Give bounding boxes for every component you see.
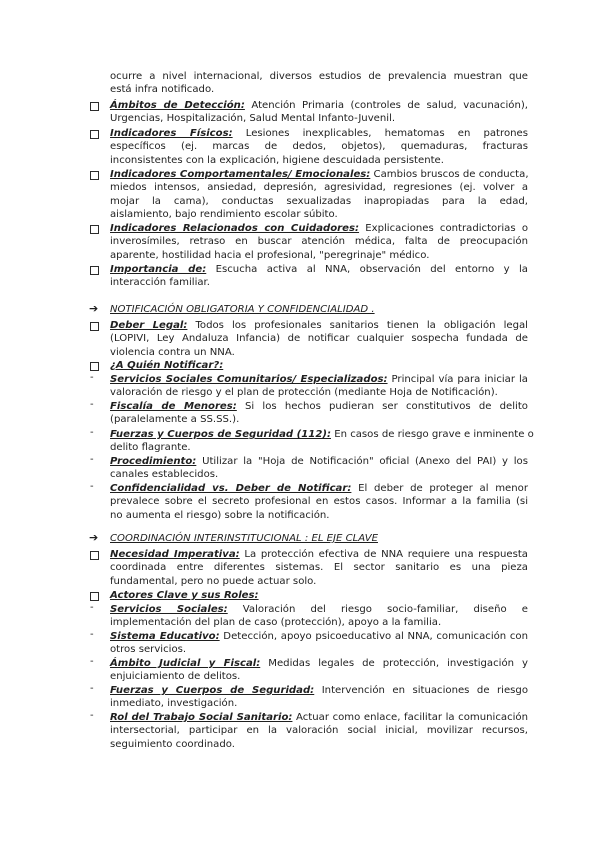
text-line — [110, 575, 316, 589]
text-line — [110, 630, 528, 644]
item-label: Confidencialidad vs. Deber de Notificar: — [110, 483, 352, 494]
text-line — [110, 99, 528, 113]
list-dash: - — [90, 372, 94, 383]
arrow-bullet-icon: ➔ — [89, 302, 99, 315]
item-label: Ámbito Judicial y Fiscal: — [110, 658, 261, 669]
item-text: inverosímiles, retraso en buscar atención médica, falta de preocupación — [110, 236, 528, 248]
text-line — [110, 319, 528, 333]
text-line — [110, 413, 239, 427]
checkbox[interactable] — [90, 266, 99, 275]
item-text: específicos (ej. marcas de dedos, objetos), quemaduras, fracturas — [110, 141, 528, 153]
item-text: valoración de riesgo y el plan de protección (mediante Hoja de Notificación). — [110, 387, 498, 399]
checkbox[interactable] — [90, 130, 99, 139]
text-line — [110, 346, 235, 360]
item-text: Valoración del riesgo socio-familiar, diseño e — [227, 604, 528, 615]
text-line — [110, 684, 528, 698]
item-label: Importancia de: — [110, 264, 207, 275]
list-dash: - — [90, 602, 94, 613]
item-text: aislamiento, bajo rendimiento escolar súbito. — [110, 209, 338, 221]
item-text: enjuiciamiento de delitos. — [110, 671, 241, 683]
text-line — [110, 589, 259, 603]
text-line — [110, 400, 528, 414]
text-line — [110, 548, 528, 562]
item-text: canales establecidos. — [110, 469, 219, 481]
list-dash: - — [90, 656, 94, 667]
item-text: En casos de riesgo grave e inminente o — [331, 429, 534, 440]
item-text: otros servicios. — [110, 644, 187, 656]
text-line — [110, 263, 528, 277]
checkbox[interactable] — [90, 171, 99, 180]
item-text: Medidas legales de protección, investigación y — [260, 658, 528, 669]
item-text: Atención Primaria (controles de salud, vacunación), — [244, 100, 528, 111]
text-line — [110, 697, 237, 711]
item-text: está infra notificado. — [110, 84, 215, 96]
item-text: miedos intensos, ansiedad, depresión, agresividad, regresiones (ej. volver a — [110, 182, 528, 194]
text-line — [110, 455, 528, 469]
item-label: Indicadores Físicos: — [110, 128, 233, 139]
item-text: Explicaciones contradictorias o — [359, 223, 528, 234]
text-line — [110, 140, 528, 154]
text-line — [110, 711, 528, 725]
item-text: prevalece sobre el secreto profesional en estos casos. Informar a la familia (si — [110, 496, 528, 508]
item-text: Cambios bruscos de conducta, — [370, 169, 529, 180]
arrow-bullet-icon: ➔ — [89, 531, 99, 544]
item-text: Urgencias, Hospitalización, Salud Mental Infanto-Juvenil. — [110, 113, 396, 125]
text-line — [110, 276, 210, 290]
section-heading: NOTIFICACIÓN OBLIGATORIA Y CONFIDENCIALIDAD . — [110, 304, 375, 315]
list-dash: - — [90, 481, 94, 492]
text-line — [110, 235, 528, 249]
list-dash: - — [90, 710, 94, 721]
item-label: Fuerzas y Cuerpos de Seguridad (112): — [110, 429, 331, 440]
checkbox[interactable] — [90, 362, 99, 371]
item-label: Fiscalía de Menores: — [110, 401, 237, 412]
item-text: (paralelamente a SS.SS.). — [110, 414, 240, 426]
item-text: delito flagrante. — [110, 442, 191, 454]
text-line — [110, 482, 528, 496]
item-label: Actores Clave y sus Roles: — [110, 590, 259, 601]
item-text: interacción familiar. — [110, 277, 210, 289]
text-line — [110, 181, 528, 195]
item-label: Necesidad Imperativa: — [110, 549, 240, 560]
item-text: Lesiones inexplicables, hematomas en patrones — [232, 128, 528, 139]
list-dash: - — [90, 629, 94, 640]
text-line — [110, 127, 528, 141]
item-text: aparente, hostilidad hacia el profesional, "peregrinaje" médico. — [110, 249, 430, 261]
checkbox[interactable] — [90, 592, 99, 601]
item-text: La protección efectiva de NNA requiere una respuesta — [239, 549, 528, 560]
checkbox[interactable] — [90, 322, 99, 331]
text-line — [110, 738, 235, 752]
checkbox[interactable] — [90, 102, 99, 111]
item-text: Detección, apoyo psicoeducativo al NNA, comunicación con — [219, 631, 528, 642]
text-line — [110, 222, 528, 236]
item-text: intersectorial, participar en la valoración social inicial, movilizar recursos, — [110, 725, 528, 737]
item-text: mojar la cama), conductas sexualizadas inapropiadas para la edad, — [110, 195, 528, 207]
item-text: ocurre a nivel internacional, diversos estudios de prevalencia muestran que — [110, 71, 528, 82]
item-text: implementación del plan de caso (protección), apoyo a la familia. — [110, 617, 442, 629]
checkbox[interactable] — [90, 225, 99, 234]
text-line — [110, 195, 528, 209]
item-text: Escucha activa al NNA, observación del entorno y la — [206, 264, 528, 275]
text-line — [110, 208, 338, 222]
text-line — [110, 428, 534, 442]
text-line — [110, 373, 528, 387]
item-text: no aumenta el riesgo) sobre la notificación. — [110, 509, 330, 521]
item-label: Servicios Sociales: — [110, 604, 228, 615]
item-label: Procedimiento: — [110, 456, 197, 467]
item-label: ¿A Quién Notificar?: — [110, 360, 224, 371]
item-text: seguimiento coordinado. — [110, 738, 235, 750]
text-line — [110, 332, 528, 346]
text-line — [110, 532, 378, 546]
item-label: Deber Legal: — [110, 320, 188, 331]
text-line — [110, 249, 429, 263]
item-text: violencia contra un NNA. — [110, 346, 235, 358]
text-line — [110, 495, 528, 509]
text-line — [110, 561, 528, 575]
text-line — [110, 468, 218, 482]
item-text: Si los hechos pudieran ser constitutivos de delito — [236, 401, 528, 412]
text-line — [110, 359, 223, 373]
text-line — [110, 670, 240, 684]
item-text: Principal vía para iniciar la — [387, 374, 528, 385]
item-text: inmediato, investigación. — [110, 698, 238, 710]
item-text: Actuar como enlace, facilitar la comunicación — [292, 712, 528, 723]
item-text: Todos los profesionales sanitarios tienen la obligación legal — [187, 320, 528, 331]
section-heading: COORDINACIÓN INTERINSTITUCIONAL : EL EJE CLAVE — [110, 533, 378, 544]
item-text: (LOPIVI, Ley Andaluza Infancia) de notificar cualquier sospecha fundada de — [110, 333, 528, 345]
list-dash: - — [90, 399, 94, 410]
list-dash: - — [90, 427, 94, 438]
text-line — [110, 441, 191, 455]
text-line — [110, 168, 528, 182]
item-label: Indicadores Comportamentales/ Emocionales: — [110, 169, 371, 180]
item-text: fundamental, pero no puede actuar solo. — [110, 575, 317, 587]
item-label: Servicios Sociales Comunitarios/ Especializados: — [110, 374, 388, 385]
text-line — [110, 603, 528, 617]
list-dash: - — [90, 454, 94, 465]
text-line — [110, 83, 214, 97]
text-line — [110, 154, 444, 168]
item-text: Utilizar la "Hoja de Notificación" oficial (Anexo del PAI) y los — [196, 456, 528, 467]
text-line — [110, 616, 441, 630]
text-line — [110, 509, 329, 523]
item-text: inconsistentes con la explicación, higiene descuidada persistente. — [110, 154, 444, 166]
text-line — [110, 643, 186, 657]
text-line — [110, 303, 375, 317]
item-label: Indicadores Relacionados con Cuidadores: — [110, 223, 360, 234]
text-line — [110, 724, 528, 738]
item-label: Ámbitos de Detección: — [110, 100, 245, 111]
item-text: Intervención en situaciones de riesgo — [314, 685, 528, 696]
text-line — [110, 70, 528, 84]
checkbox[interactable] — [90, 551, 99, 560]
item-label: Fuerzas y Cuerpos de Seguridad: — [110, 685, 315, 696]
text-line — [110, 386, 498, 400]
text-line — [110, 112, 395, 126]
item-label: Sistema Educativo: — [110, 631, 220, 642]
item-text: coordinada entre diferentes sistemas. El sector sanitario es una pieza — [110, 562, 528, 574]
text-line — [110, 657, 528, 671]
item-label: Rol del Trabajo Social Sanitario: — [110, 712, 293, 723]
list-dash: - — [90, 683, 94, 694]
item-text: El deber de proteger al menor — [351, 483, 528, 494]
